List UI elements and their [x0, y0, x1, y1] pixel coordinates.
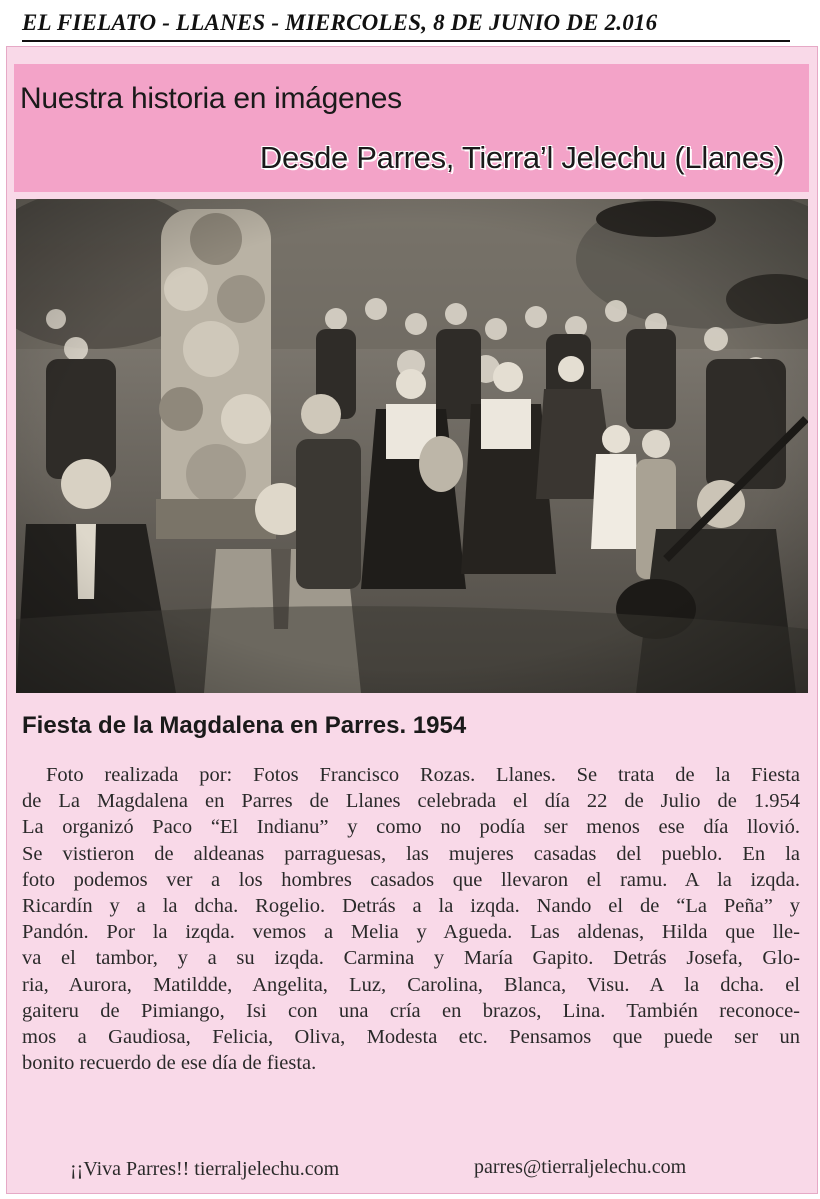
article-title: Fiesta de la Magdalena en Parres. 1954	[22, 712, 467, 739]
body-line: Foto realizada por: Fotos Francisco Rozas. Llanes. Se trata de la Fiesta	[46, 764, 800, 786]
body-line: La organizó Paco “El Indianu” y como no podía ser menos ese día llovió.	[22, 816, 800, 839]
body-line: mos a Gaudiosa, Felicia, Oliva, Modesta etc. Pensamos que puede ser un	[22, 1026, 800, 1049]
section-subtitle: Desde Parres, Tierra’l Jelechu (Llanes)	[259, 140, 784, 175]
body-line: de La Magdalena en Parres de Llanes celebrada el día 22 de Julio de 1.954	[22, 790, 800, 813]
body-line: foto podemos ver a los hombres casados que llevaron el ramu. A la izqda.	[22, 868, 800, 891]
article-body	[22, 762, 800, 1076]
body-line: ria, Aurora, Matildde, Angelita, Luz, Carolina, Blanca, Visu. A la dcha. el	[22, 973, 800, 996]
photo-illustration	[16, 199, 808, 693]
footer-email: parres@tierraljelechu.com	[474, 1156, 687, 1178]
body-line: gaiteru de Pimiango, Isi con una cría en brazos, Lina. También reconoce-	[22, 999, 800, 1022]
footer-website: ¡¡Viva Parres!! tierraljelechu.com	[70, 1158, 340, 1180]
body-line: Ricardín y a la dcha. Rogelio. Detrás a la izqda. Nando el de “La Peña” y	[22, 895, 800, 918]
newspaper-masthead: EL FIELATO - LLANES - MIERCOLES, 8 DE JUNIO DE 2.016	[22, 8, 790, 42]
body-line: Pandón. Por la izqda. vemos a Melia y Agueda. Las aldenas, Hilda que lle-	[22, 921, 800, 944]
body-line: va el tambor, y a su izqda. Carmina y María Gapito. Detrás Josefa, Glo-	[22, 947, 800, 970]
body-line: bonito recuerdo de ese día de fiesta.	[22, 1052, 317, 1075]
section-title: Nuestra historia en imágenes	[20, 82, 402, 115]
historic-photo	[16, 199, 808, 693]
body-line: Se vistieron de aldeanas parraguesas, las mujeres casadas del pueblo. En la	[22, 842, 800, 865]
